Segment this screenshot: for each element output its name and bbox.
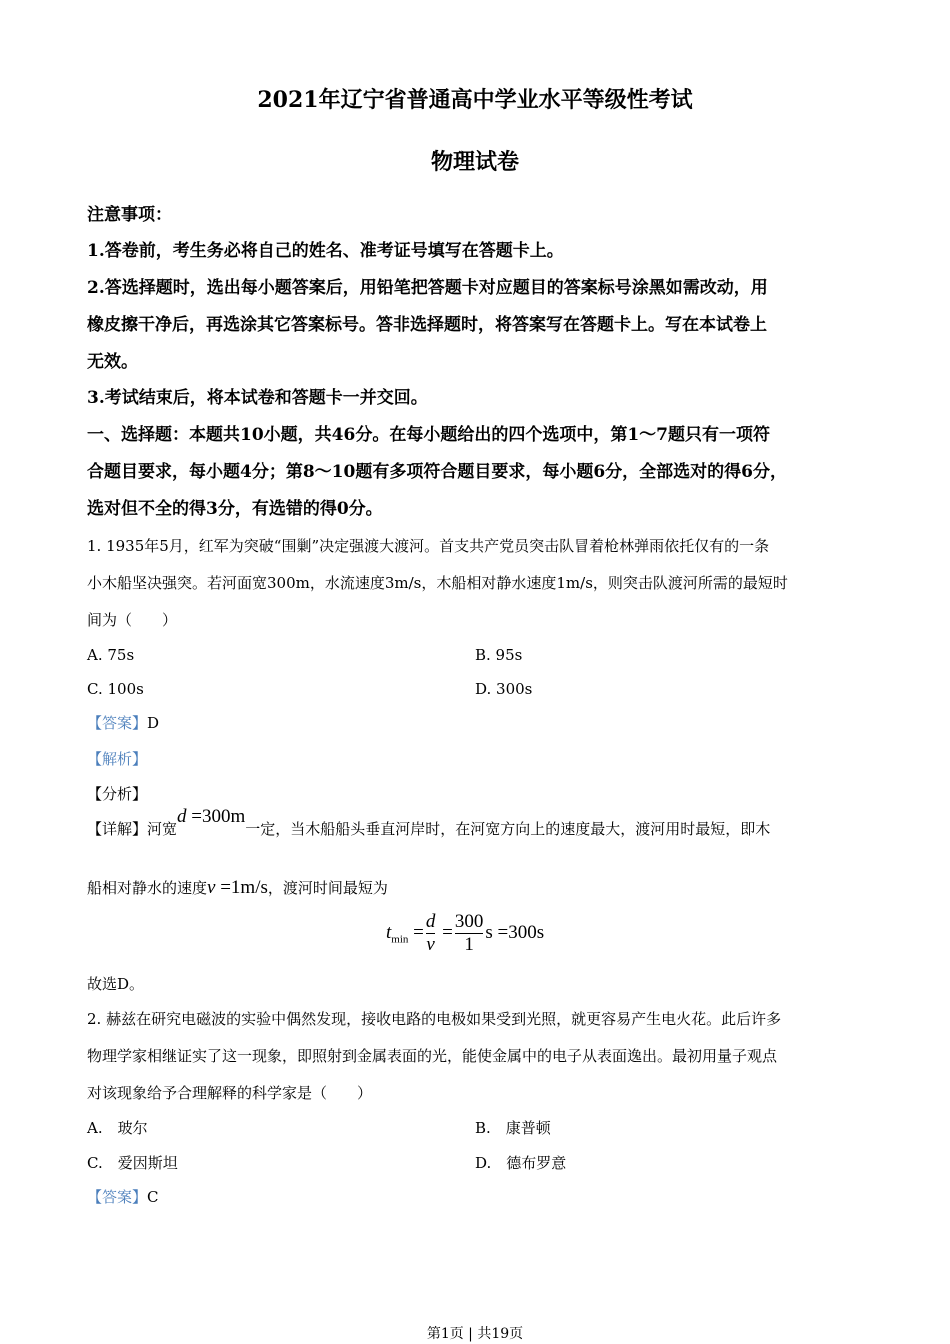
notice-heading: 注意事项： <box>87 205 172 225</box>
q2-stem: 2. 赫兹在研究电磁波的实验中偶然发现，接收电路的电极如果受到光照，就更容易产生电火花。此后许多 <box>87 1010 782 1028</box>
answer-label: 【答案】 <box>87 1188 148 1206</box>
section-instructions: 合题目要求，每小题4分；第8～10题有多项符合题目要求，每小题6分，全部选对的得6分， <box>87 462 787 482</box>
q1-detail-line <box>87 877 388 899</box>
q1-stem: 小木船坚决强突。若河面宽300m，水流速度3m/s，木船相对静水速度1m/s，则突击队渡河所需的最短时 <box>87 574 788 592</box>
q2-option-a: A. 玻尔 <box>87 1119 148 1137</box>
notice-item: 无效。 <box>87 352 138 372</box>
notice-item: 3.考试结束后，将本试卷和答题卡一并交回。 <box>87 388 428 408</box>
q2-stem: 物理学家相继证实了这一现象，即照射到金属表面的光，能使金属中的电子从表面逸出。最初用量子观点 <box>87 1047 778 1065</box>
q1-conclusion: 故选D。 <box>87 975 145 993</box>
text: ，渡河时间最短为 <box>267 879 388 897</box>
q2-option-c: C. 爱因斯坦 <box>87 1154 178 1172</box>
answer-value: D <box>147 714 160 732</box>
formula-t: t <box>386 921 392 943</box>
analysis-label: 【解析】 <box>87 750 148 768</box>
q2-option-b: B. 康普顿 <box>475 1119 551 1137</box>
section-instructions: 一、选择题：本题共10小题，共46分。在每小题给出的四个选项中，第1～7题只有一项符 <box>87 425 770 445</box>
text: 河宽 <box>147 820 178 838</box>
page-footer: 第1页 | 共19页 <box>426 1326 524 1342</box>
q2-answer <box>87 1186 159 1208</box>
answer-value: C <box>147 1188 159 1206</box>
section-instructions: 选对但不全的得3分，有选错的得0分。 <box>87 499 383 519</box>
den: v <box>426 934 435 955</box>
den: 1 <box>464 934 474 955</box>
num: d <box>425 911 436 932</box>
q1-detail-line <box>87 806 771 844</box>
q1-option-a: A. 75s <box>87 646 135 664</box>
q1-stem: 1. 1935年5月，红军为突破“围剿”决定强渡大渡河。首支共产党员突击队冒着枪林弹雨依托仅有的一条 <box>87 537 770 555</box>
formula-result: s =300s <box>485 921 545 943</box>
q1-option-d: D. 300s <box>475 680 533 698</box>
var-d: d <box>177 806 187 827</box>
text: 船相对静水的速度 <box>87 879 208 897</box>
text: 一定，当木船船头垂直河岸时，在河宽方向上的速度最大，渡河用时最短，即木 <box>245 820 771 838</box>
exam-title: 2021年辽宁省普通高中学业水平等级性考试 <box>257 87 693 113</box>
notice-item: 2.答选择题时，选出每小题答案后，用铅笔把答题卡对应题目的答案标号涂黑如需改动，用 <box>87 278 768 298</box>
q1-option-c: C. 100s <box>87 680 144 698</box>
val-v: =1m/s <box>215 877 268 898</box>
var-v: v <box>207 877 216 898</box>
exam-subtitle: 物理试卷 <box>430 149 519 175</box>
q1-option-b: B. 95s <box>475 646 523 664</box>
fenxi-label: 【分析】 <box>87 785 148 803</box>
detail-label: 【详解】 <box>87 820 148 838</box>
eq: = <box>408 921 424 943</box>
q2-stem: 对该现象给予合理解释的科学家是（ ） <box>87 1084 373 1102</box>
answer-label: 【答案】 <box>87 714 148 732</box>
formula <box>386 911 544 956</box>
q1-answer <box>87 712 159 734</box>
num: 300 <box>454 911 484 932</box>
q2-option-d: D. 德布罗意 <box>475 1154 567 1172</box>
notice-item: 橡皮擦干净后，再选涂其它答案标号。答非选择题时，将答案写在答题卡上。写在本试卷上 <box>87 315 767 335</box>
val-d: =300m <box>186 806 246 827</box>
eq: = <box>437 921 453 943</box>
notice-item: 1.答卷前，考生务必将自己的姓名、准考证号填写在答题卡上。 <box>87 241 564 261</box>
formula-sub: min <box>391 933 409 946</box>
q1-stem: 间为（ ） <box>87 611 178 629</box>
